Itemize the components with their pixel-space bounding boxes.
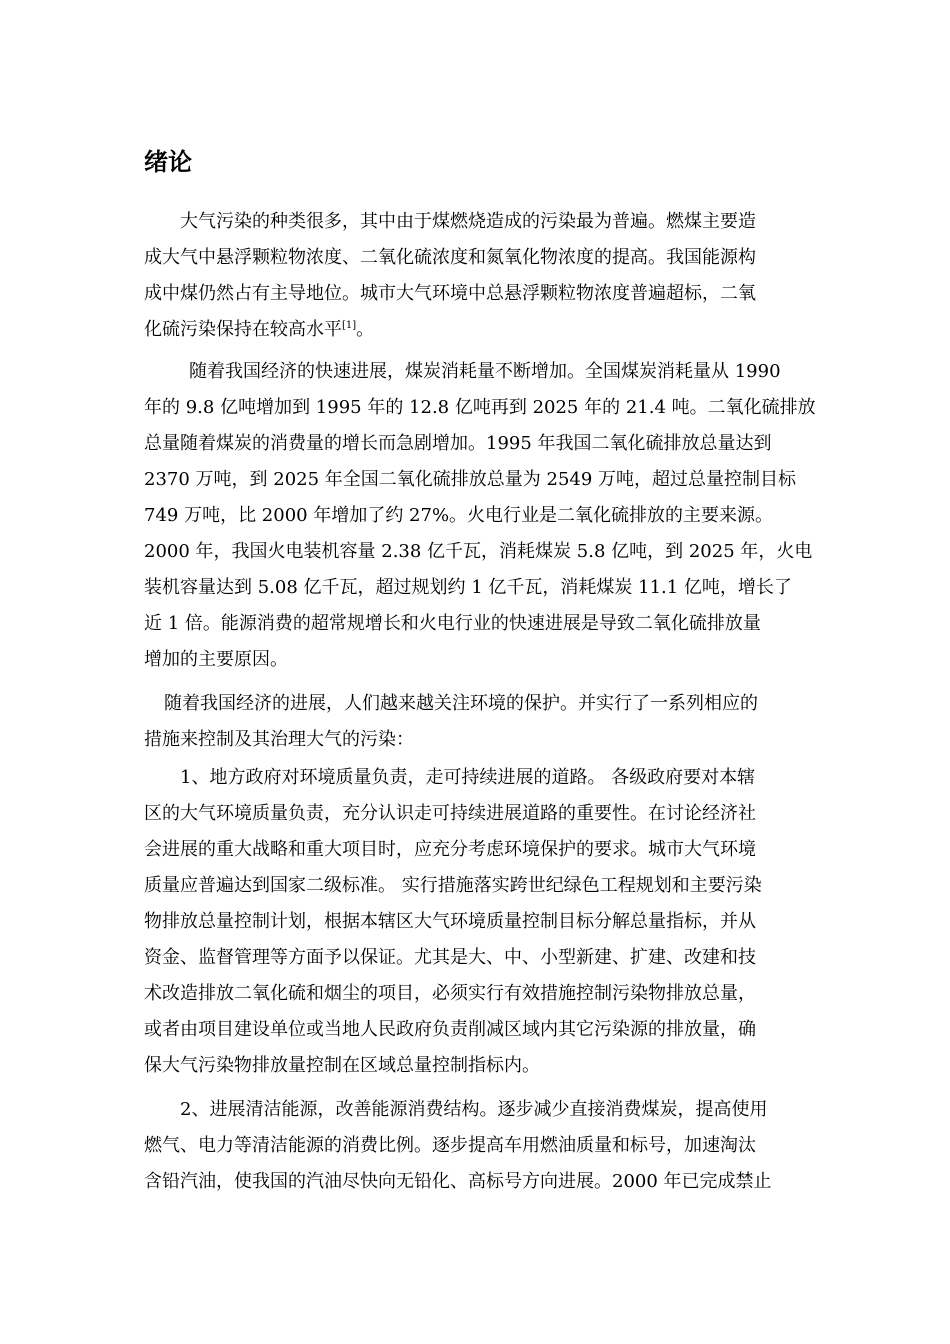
section-heading: 绪论 bbox=[144, 148, 192, 176]
text-line: 2370 万吨，到 2025 年全国二氧化硫排放总量为 2549 万吨，超过总量控制目标 bbox=[144, 469, 797, 490]
text-line: 物排放总量控制计划，根据本辖区大气环境质量控制目标分解总量指标，并从 bbox=[144, 911, 756, 932]
text-line: 装机容量达到 5.08 亿千瓦，超过规划约 1 亿千瓦，消耗煤炭 11.1 亿吨，增长了 bbox=[144, 577, 792, 598]
text-line: 成中煤仍然占有主导地位。城市大气环境中总悬浮颗粒物浓度普遍超标，二氧 bbox=[144, 283, 756, 304]
text-line: 质量应普遍达到国家二级标准。 实行措施落实跨世纪绿色工程规划和主要污染 bbox=[144, 875, 762, 896]
text-line: 2000 年，我国火电装机容量 2.38 亿千瓦，消耗煤炭 5.8 亿吨，到 2025 年，火电 bbox=[144, 541, 813, 562]
text-line: 燃气、电力等清洁能源的消费比例。逐步提高车用燃油质量和标号，加速淘汰 bbox=[144, 1135, 756, 1156]
text-line: 大气污染的种类很多，其中由于煤燃烧造成的污染最为普遍。燃煤主要造 bbox=[180, 211, 756, 232]
text-line: 近 1 倍。能源消费的超常规增长和火电行业的快速进展是导致二氧化硫排放量 bbox=[144, 613, 761, 634]
text-line: 保大气污染物排放量控制在区域总量控制指标内。 bbox=[144, 1055, 540, 1076]
text-line: 增加的主要原因。 bbox=[144, 649, 288, 670]
text-line bbox=[144, 318, 814, 342]
text-line: 会进展的重大战略和重大项目时，应充分考虑环境保护的要求。城市大气环境 bbox=[144, 839, 756, 860]
text-line: 2、进展清洁能源，改善能源消费结构。逐步减少直接消费煤炭，提高使用 bbox=[180, 1099, 768, 1120]
text-line: 成大气中悬浮颗粒物浓度、二氧化硫浓度和氮氧化物浓度的提高。我国能源构 bbox=[144, 247, 756, 268]
sentence-end: 。 bbox=[356, 319, 375, 340]
text-line: 总量随着煤炭的消费量的增长而急剧增加。1995 年我国二氧化硫排放总量达到 bbox=[144, 433, 772, 454]
text-line: 年的 9.8 亿吨增加到 1995 年的 12.8 亿吨再到 2025 年的 21.4 吨。二氧化硫排放 bbox=[144, 397, 816, 418]
text-line: 1、地方政府对环境质量负责，走可持续进展的道路。 各级政府要对本辖 bbox=[180, 767, 756, 788]
text-line: 随着我国经济的进展，人们越来越关注环境的保护。并实行了一系列相应的 bbox=[164, 693, 758, 714]
text-line: 或者由项目建设单位或当地人民政府负责削减区域内其它污染源的排放量，确 bbox=[144, 1019, 756, 1040]
text-line: 749 万吨，比 2000 年增加了约 27%。火电行业是二氧化硫排放的主要来源。 bbox=[144, 505, 774, 526]
text-line: 随着我国经济的快速进展，煤炭消耗量不断增加。全国煤炭消耗量从 1990 bbox=[189, 361, 781, 382]
citation-reference: [1] bbox=[342, 320, 357, 331]
text-line: 区的大气环境质量负责，充分认识走可持续进展道路的重要性。在讨论经济社 bbox=[144, 803, 756, 824]
text-line: 资金、监督管理等方面予以保证。尤其是大、中、小型新建、扩建、改建和技 bbox=[144, 947, 756, 968]
text-line: 术改造排放二氧化硫和烟尘的项目，必须实行有效措施控制污染物排放总量， bbox=[144, 983, 756, 1004]
text-fragment: 化硫污染保持在较高水平 bbox=[144, 319, 342, 340]
text-line: 含铅汽油，使我国的汽油尽快向无铅化、高标号方向进展。2000 年已完成禁止 bbox=[144, 1171, 772, 1192]
text-line: 措施来控制及其治理大气的污染： bbox=[144, 729, 414, 750]
